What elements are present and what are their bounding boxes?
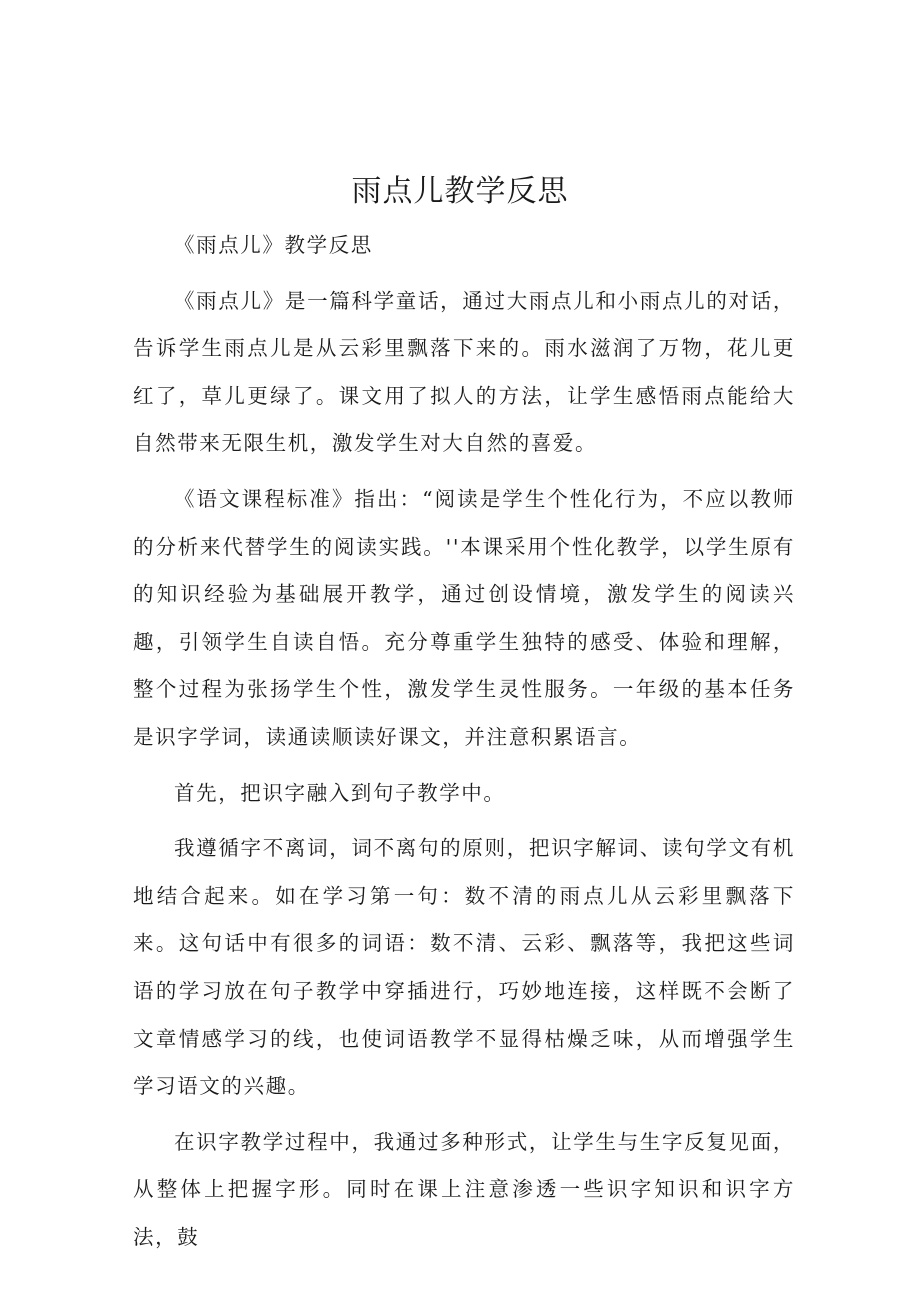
paragraph-first-point: 首先，把识字融入到句子教学中。 [174, 780, 506, 805]
paragraph-curriculum: 《语文课程标准》指出：“阅读是学生个性化行为，不应以教师的分析来代替学生的阅读实践。''本课采用个性化教学，以学生原有的知识经验为基础展开教学，通过创设情境，激发学生的阅读兴趣，引领学生自读自悟。充分尊重学生独特的感受、体验和理解，整个过程为张扬学生个性，激发学生灵性服务。一年级的基本任务是识字学词，读通读顺读好课文，并注意积累语言。 [133, 486, 795, 749]
document-title: 雨点儿教学反思 [351, 174, 569, 209]
paragraph-literacy: 在识字教学过程中，我通过多种形式，让学生与生字反复见面，从整体上把握字形。同时在课上注意渗透一些识字知识和识字方法，鼓 [133, 1129, 795, 1249]
paragraph-principle: 我遵循字不离词，词不离句的原则，把识字解词、读句学文有机地结合起来。如在学习第一句：数不清的雨点儿从云彩里飘落下来。这句话中有很多的词语：数不清、云彩、飘落等，我把这些词语的学习放在句子教学中穿插进行，巧妙地连接，这样既不会断了文章情感学习的线，也使词语教学不显得枯燥乏味，从而增强学生学习语文的兴趣。 [133, 836, 795, 1099]
subtitle-paragraph: 《雨点儿》教学反思 [174, 233, 373, 257]
paragraph-intro: 《雨点儿》是一篇科学童话，通过大雨点儿和小雨点儿的对话，告诉学生雨点儿是从云彩里飘落下来的。雨水滋润了万物，花儿更红了，草儿更绿了。课文用了拟人的方法，让学生感悟雨点能给大自然带来无限生机，激发学生对大自然的喜爱。 [133, 288, 795, 456]
document-body [133, 222, 795, 1263]
